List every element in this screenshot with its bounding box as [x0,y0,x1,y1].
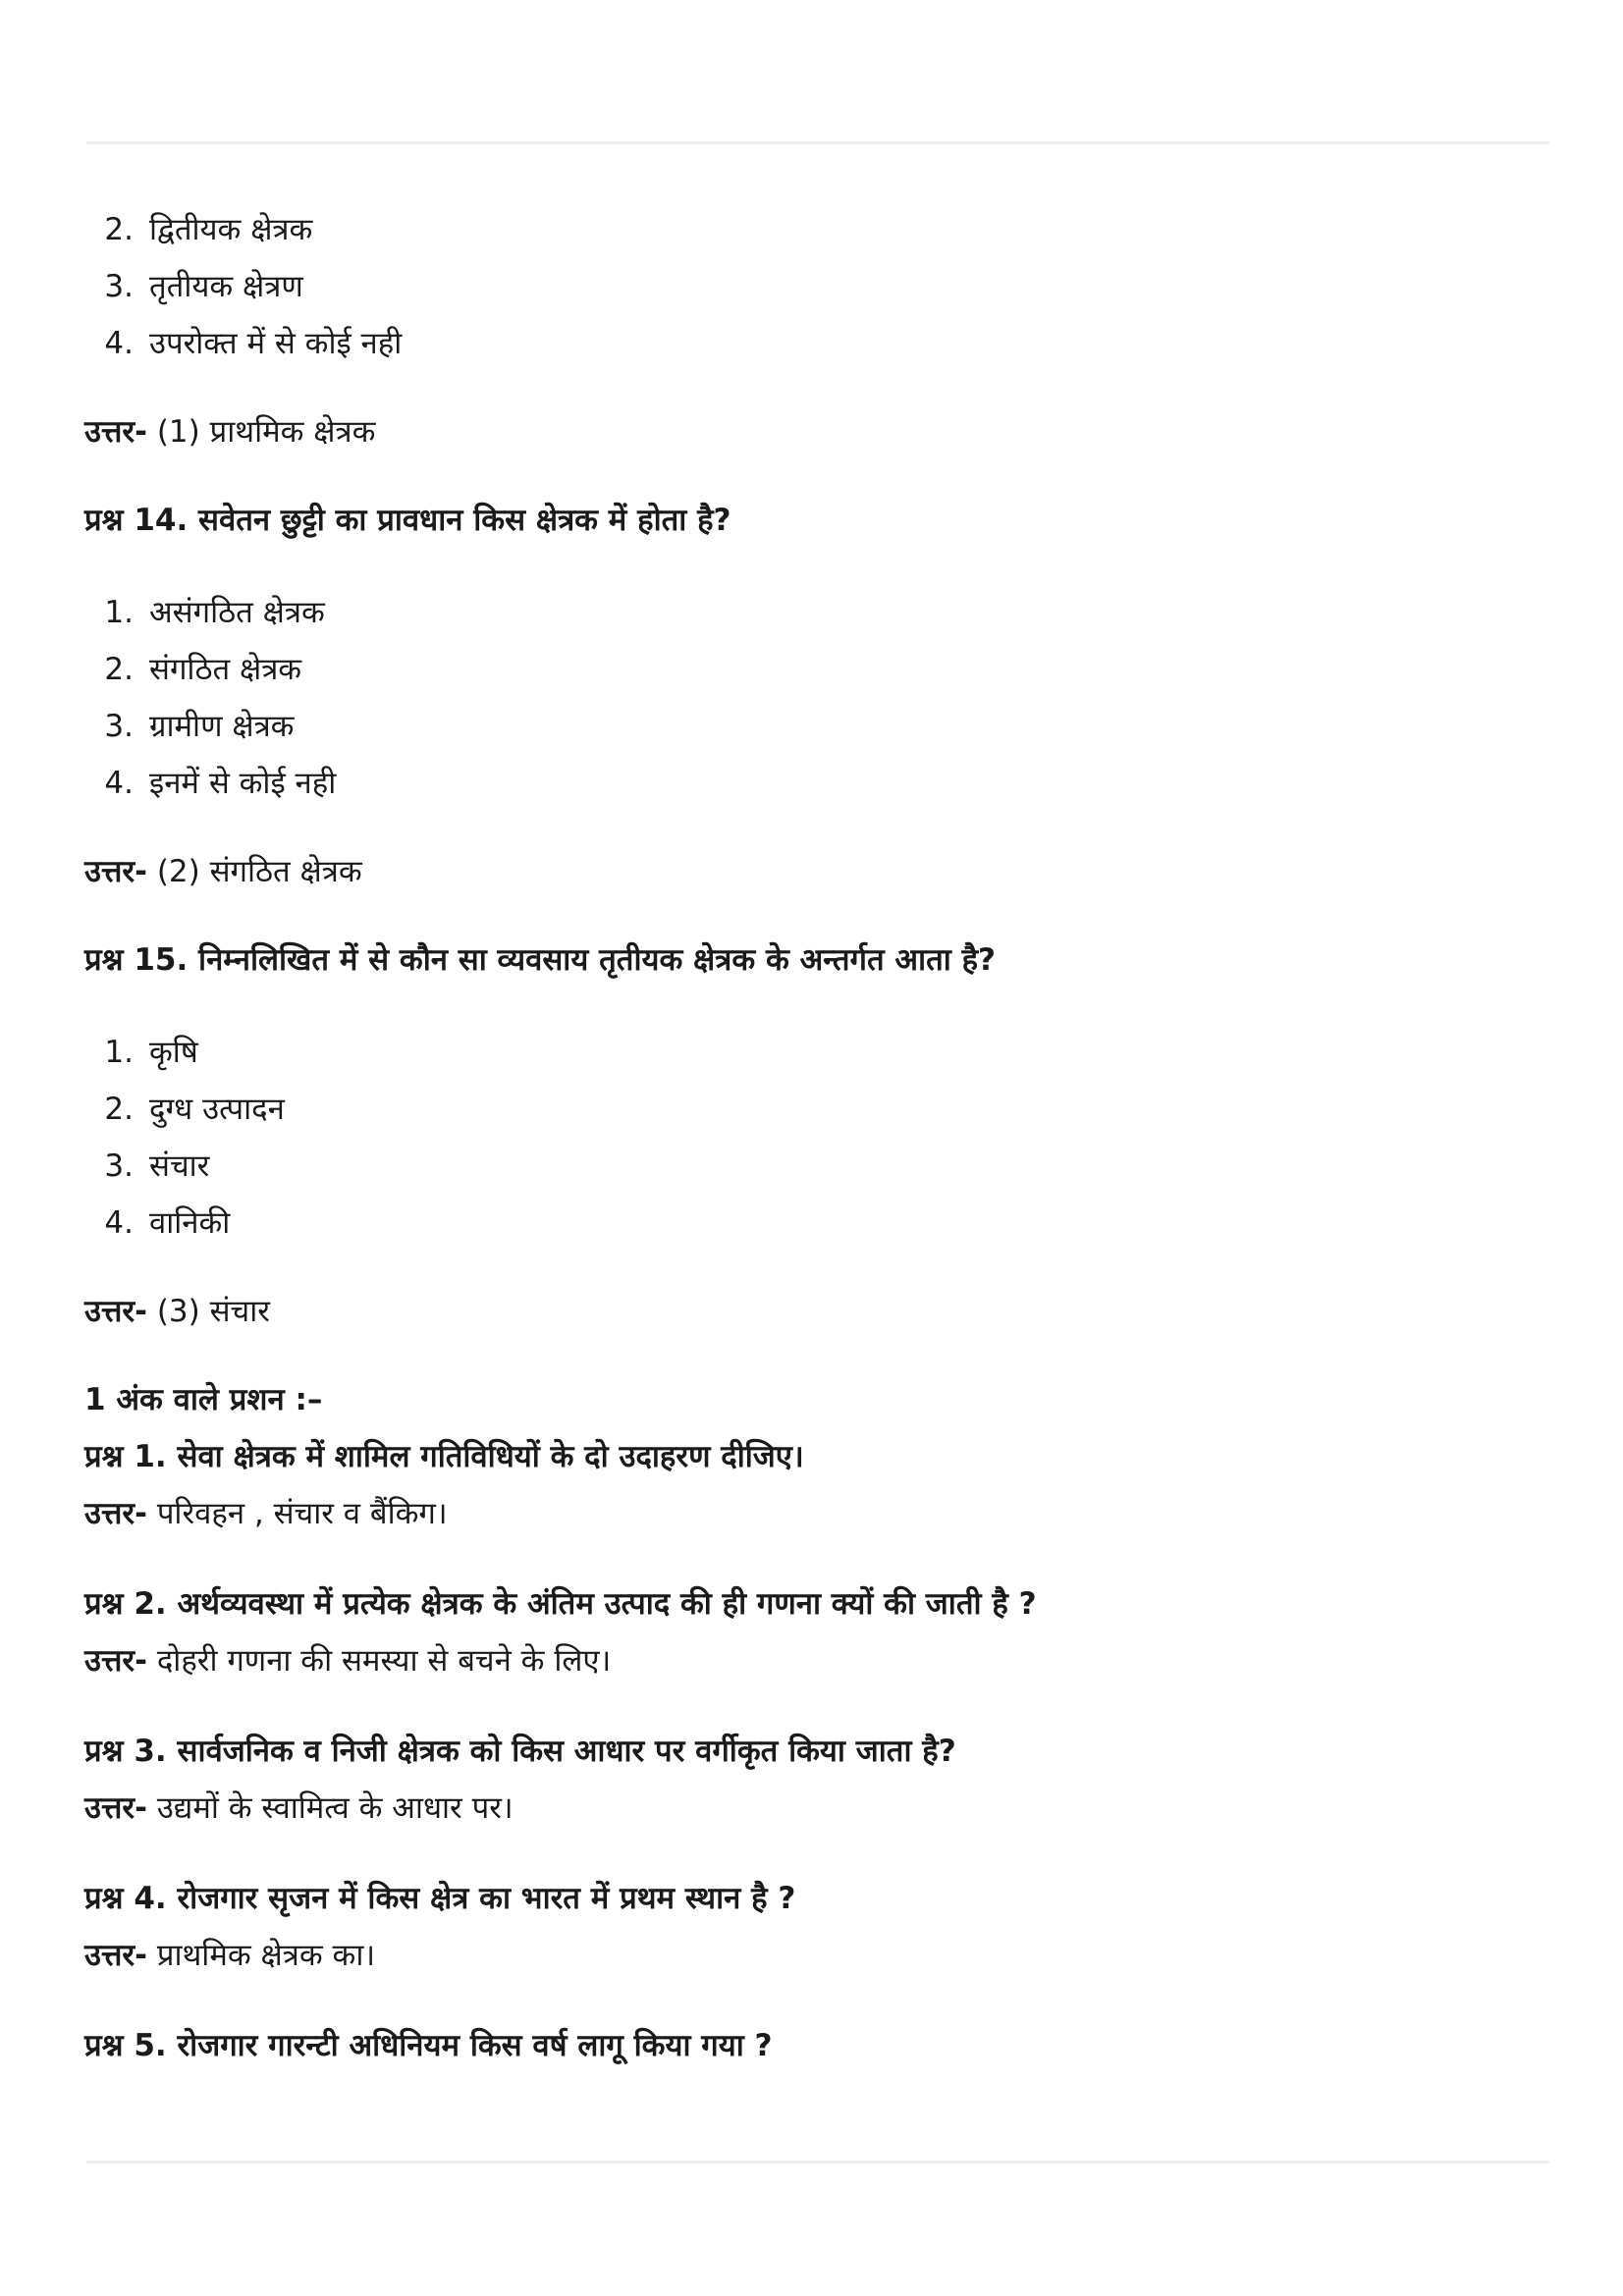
q14-answer: उत्तर- (2) संगठित क्षेत्रक [84,854,362,889]
option-item: 2. दुग्ध उत्पादन [104,1092,285,1127]
q14-question: प्रश्न 14. सवेतन छुट्टी का प्रावधान किस क्षेत्रक में होता है? [84,503,731,538]
one-mark-q5-question: प्रश्न 5. रोजगार गारन्टी अधिनियम किस वर्ष लागू किया गया ? [84,2028,773,2063]
one-mark-q3-answer: उत्तर- उद्यमों के स्वामित्व के आधार पर। [84,1790,514,1826]
one-mark-q4-answer: उत्तर- प्राथमिक क्षेत्रक का। [84,1938,376,1973]
option-item: 3. तृतीयक क्षेत्रण [104,269,303,304]
q14-options [84,584,1547,812]
q13-options [84,201,1547,372]
q15-answer: उत्तर- (3) संचार [84,1294,270,1329]
option-item: 4. उपरोक्त में से कोई नही [104,326,403,361]
option-item: 3. ग्रामीण क्षेत्रक [104,709,295,744]
q15-question: प्रश्न 15. निम्नलिखित में से कौन सा व्यवसाय तृतीयक क्षेत्रक के अन्तर्गत आता है? [84,942,997,978]
one-mark-heading: 1 अंक वाले प्रशन :– [84,1382,323,1417]
option-item: 1. कृषि [104,1035,198,1070]
header-divider [86,141,1549,144]
option-item: 1. असंगठित क्षेत्रक [104,595,325,630]
one-mark-q2-answer: उत्तर- दोहरी गणना की समस्या से बचने के लिए। [84,1643,612,1679]
option-item: 2. द्वितीयक क्षेत्रक [104,212,313,247]
option-item: 3. संचार [104,1148,210,1184]
q15-options [84,1024,1547,1252]
one-mark-q3-question: प्रश्न 3. सार्वजनिक व निजी क्षेत्रक को किस आधार पर वर्गीकृत किया जाता है? [84,1734,956,1769]
option-item: 4. वानिकी [104,1205,231,1241]
one-mark-q2-question: प्रश्न 2. अर्थव्यवस्था में प्रत्येक क्षेत्रक के अंतिम उत्पाद की ही गणना क्यों की जाती है ? [84,1586,1037,1622]
option-item: 4. इनमें से कोई नही [104,766,337,801]
one-mark-q4-question: प्रश्न 4. रोजगार सृजन में किस क्षेत्र का भारत में प्रथम स्थान है ? [84,1881,796,1916]
footer-divider [86,2161,1549,2163]
q13-answer: उत्तर- (1) प्राथमिक क्षेत्रक [84,414,376,450]
option-item: 2. संगठित क्षेत्रक [104,652,302,687]
one-mark-q1-answer: उत्तर- परिवहन , संचार व बैंकिग। [84,1496,448,1531]
document-body [84,201,1547,2074]
one-mark-q1-question: प्रश्न 1. सेवा क्षेत्रक में शामिल गतिविधियों के दो उदाहरण दीजिए। [84,1439,804,1474]
